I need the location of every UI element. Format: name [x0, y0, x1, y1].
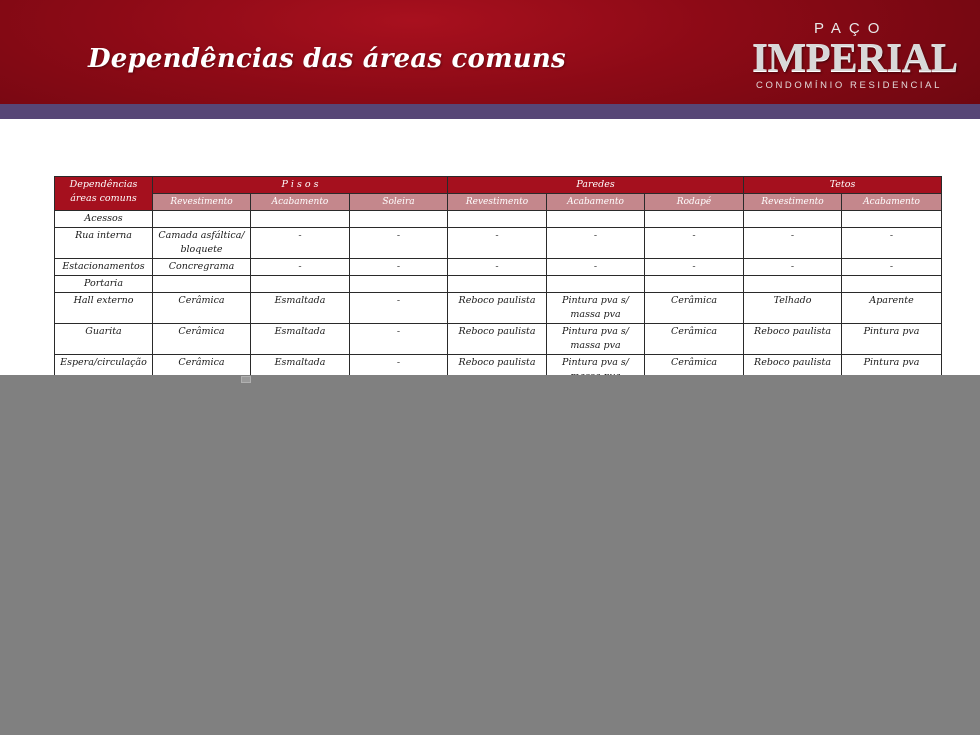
table-cell: Reboco paulista — [448, 355, 547, 386]
table-cell: Reboco paulista — [448, 324, 547, 355]
subheader-tetos-acabamento: Acabamento — [842, 194, 942, 211]
header-accent-band — [0, 104, 980, 119]
table-cell: Esmaltada — [251, 293, 350, 324]
table-cell: - — [350, 324, 448, 355]
table-cell: Reboco paulista — [448, 293, 547, 324]
table-cell: Esmaltada — [251, 355, 350, 386]
logo-top-text: PAÇO — [814, 20, 888, 37]
subheader-pisos-acabamento: Acabamento — [251, 194, 350, 211]
subheader-pisos-revestimento: Revestimento — [153, 194, 251, 211]
table-cell — [744, 211, 842, 228]
table-cell — [350, 276, 448, 293]
table-cell: Rua interna — [55, 228, 153, 259]
table-cell: Espera/circulação — [55, 355, 153, 386]
subheader-pisos-soleira: Soleira — [350, 194, 448, 211]
table-cell: - — [251, 228, 350, 259]
table-row — [55, 324, 942, 355]
table-cell: - — [547, 228, 645, 259]
subheader-paredes-acabamento: Acabamento — [547, 194, 645, 211]
table-cell: - — [547, 259, 645, 276]
table-cell: Pintura pva s/ massa pva — [547, 293, 645, 324]
table-cell: - — [744, 228, 842, 259]
logo — [752, 20, 958, 92]
table-cell: Reboco paulista — [744, 324, 842, 355]
table-cell: Cerâmica — [645, 355, 744, 386]
table-cell — [547, 276, 645, 293]
table-cell: Cerâmica — [645, 324, 744, 355]
table-cell: Hall externo — [55, 293, 153, 324]
table-cell: - — [350, 259, 448, 276]
table-cell — [153, 276, 251, 293]
table-cell: - — [350, 355, 448, 386]
table-row — [55, 276, 942, 293]
table-cell: Esmaltada — [251, 324, 350, 355]
table-cell: Aparente — [842, 293, 942, 324]
group-header-pisos: P i s o s — [153, 177, 448, 194]
table-cell: Camada asfáltica/ bloquete — [153, 228, 251, 259]
table-corner-header: Dependências áreas comuns — [55, 177, 153, 211]
table-row — [55, 228, 942, 259]
table-cell — [251, 211, 350, 228]
table-cell: Telhado — [744, 293, 842, 324]
table-cell: - — [744, 259, 842, 276]
table-cell: - — [842, 259, 942, 276]
table-cell: Pintura pva s/ massa pva — [547, 324, 645, 355]
table-cell: Guarita — [55, 324, 153, 355]
table-cell — [645, 211, 744, 228]
table-cell: Portaria — [55, 276, 153, 293]
table-cell: - — [645, 228, 744, 259]
gray-overlay — [0, 375, 980, 735]
table-cell — [448, 276, 547, 293]
table-subheader-row — [55, 194, 942, 211]
table-cell — [448, 211, 547, 228]
table-cell: - — [645, 259, 744, 276]
table-cell: Pintura pva — [842, 355, 942, 386]
table-cell — [251, 276, 350, 293]
subheader-paredes-rodape: Rodapé — [645, 194, 744, 211]
table-cell: - — [350, 228, 448, 259]
table-cell: - — [448, 228, 547, 259]
table-cell: - — [350, 293, 448, 324]
subheader-tetos-revestimento: Revestimento — [744, 194, 842, 211]
table-cell: Cerâmica — [645, 293, 744, 324]
table-cell — [547, 211, 645, 228]
table-row — [55, 293, 942, 324]
table-cell: Pintura pva s/ — [547, 355, 645, 386]
table-cell: Cerâmica — [153, 324, 251, 355]
table-cell: Cerâmica — [153, 293, 251, 324]
table-cell: - — [251, 259, 350, 276]
group-header-paredes: Paredes — [448, 177, 744, 194]
table-cell — [842, 211, 942, 228]
table-cell — [842, 276, 942, 293]
overflow-marker-icon — [241, 376, 251, 383]
table-row — [55, 211, 942, 228]
subheader-paredes-revestimento: Revestimento — [448, 194, 547, 211]
page-title: Dependências das áreas comuns — [88, 44, 566, 74]
table-cell: Acessos — [55, 211, 153, 228]
table-cell: - — [448, 259, 547, 276]
table-cell: Pintura pva — [842, 324, 942, 355]
table-cell: Concregrama — [153, 259, 251, 276]
table-cell: Estacionamentos — [55, 259, 153, 276]
table-cell: Reboco paulista — [744, 355, 842, 386]
logo-sub-text: CONDOMÍNIO RESIDENCIAL — [756, 80, 942, 91]
table-cell: Cerâmica — [153, 355, 251, 386]
table-cell — [744, 276, 842, 293]
table-cell — [350, 211, 448, 228]
table-cell — [645, 276, 744, 293]
table-header-row — [55, 177, 942, 194]
group-header-tetos: Tetos — [744, 177, 942, 194]
table-cell — [153, 211, 251, 228]
table-cell: - — [842, 228, 942, 259]
logo-main-text: IMPERIAL — [752, 34, 958, 80]
table-row — [55, 259, 942, 276]
